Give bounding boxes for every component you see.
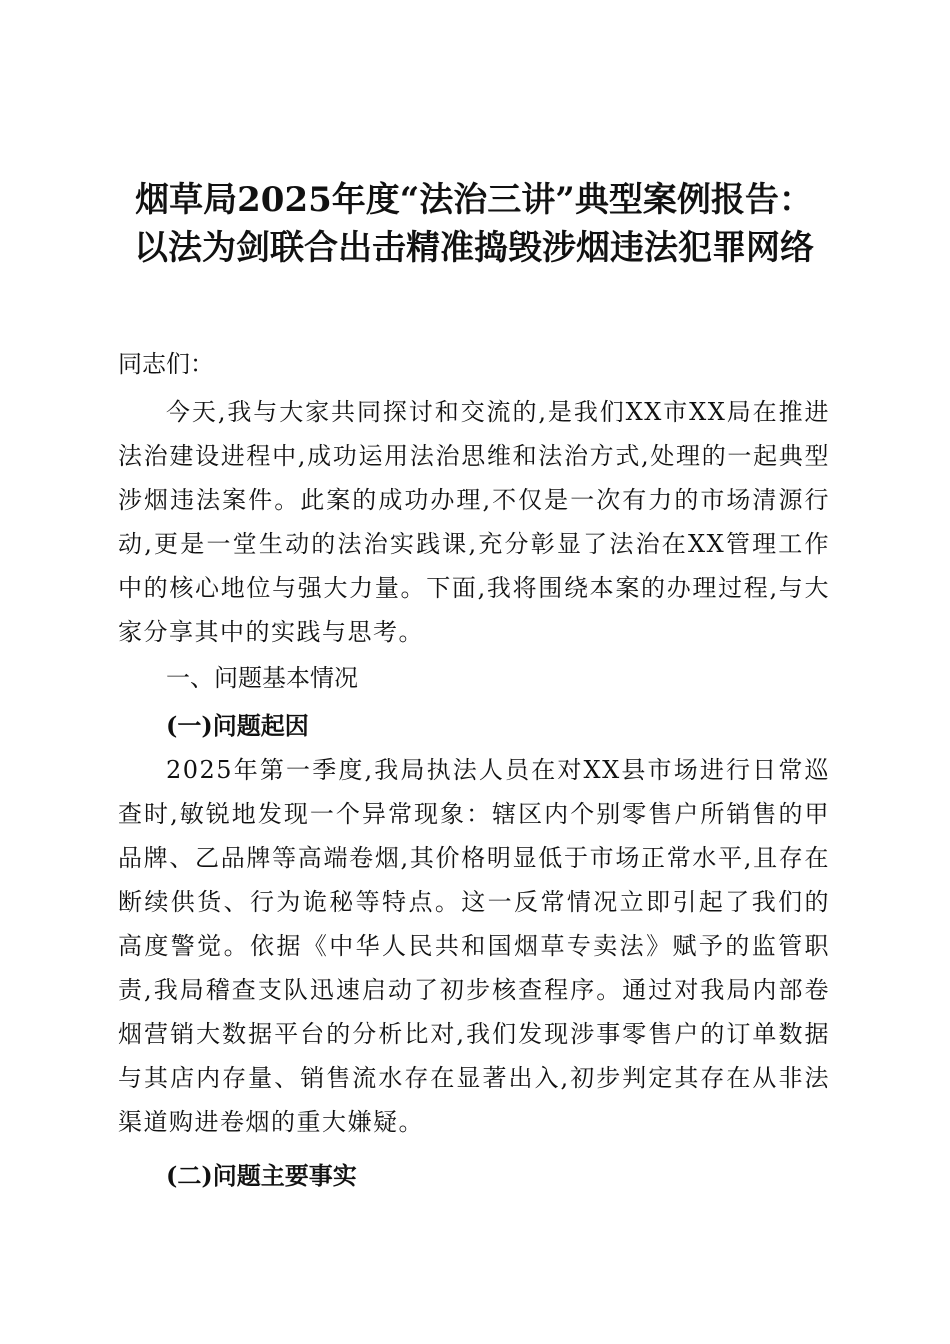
salutation: 同志们： <box>118 350 214 378</box>
intro-paragraph: 今天,我与大家共同探讨和交流的,是我们XX市XX局在推进法治建设进程中,成功运用法治思维和法治方式,处理的一起典型涉烟违法案件。此案的成功办理,不仅是一次有力的市场清源行动,更是一堂生动的法治实践课,充分彰显了法治在XX管理工作中的核心地位与强大力量。下面,我将围绕本案的办理过程,与大家分享其中的实践与思考。 <box>118 398 830 646</box>
title-line-1: 烟草局2025年度“法治三讲”典型案例报告： <box>135 180 813 220</box>
title-line-2: 以法为剑联合出击精准捣毁涉烟违法犯罪网络 <box>134 228 814 268</box>
subsection-heading-2: (二)问题主要事实 <box>166 1161 357 1190</box>
document-title <box>118 176 830 272</box>
subsection-heading-1: (一)问题起因 <box>166 711 309 740</box>
section-heading-1: 一、问题基本情况 <box>166 664 358 692</box>
document-page <box>118 176 830 1198</box>
body-paragraph-2: 2025年第一季度,我局执法人员在对XX县市场进行日常巡查时,敏锐地发现一个异常现象：辖区内个别零售户所销售的甲品牌、乙品牌等高端卷烟,其价格明显低于市场正常水平,且存在断续供货、行为诡秘等特点。这一反常情况立即引起了我们的高度警觉。依据《中华人民共和国烟草专卖法》赋予的监管职责,我局稽查支队迅速启动了初步核查程序。通过对我局内部卷烟营销大数据平台的分析比对,我们发现涉事零售户的订单数据与其店内存量、销售流水存在显著出入,初步判定其存在从非法渠道购进卷烟的重大嫌疑。 <box>118 756 830 1136</box>
